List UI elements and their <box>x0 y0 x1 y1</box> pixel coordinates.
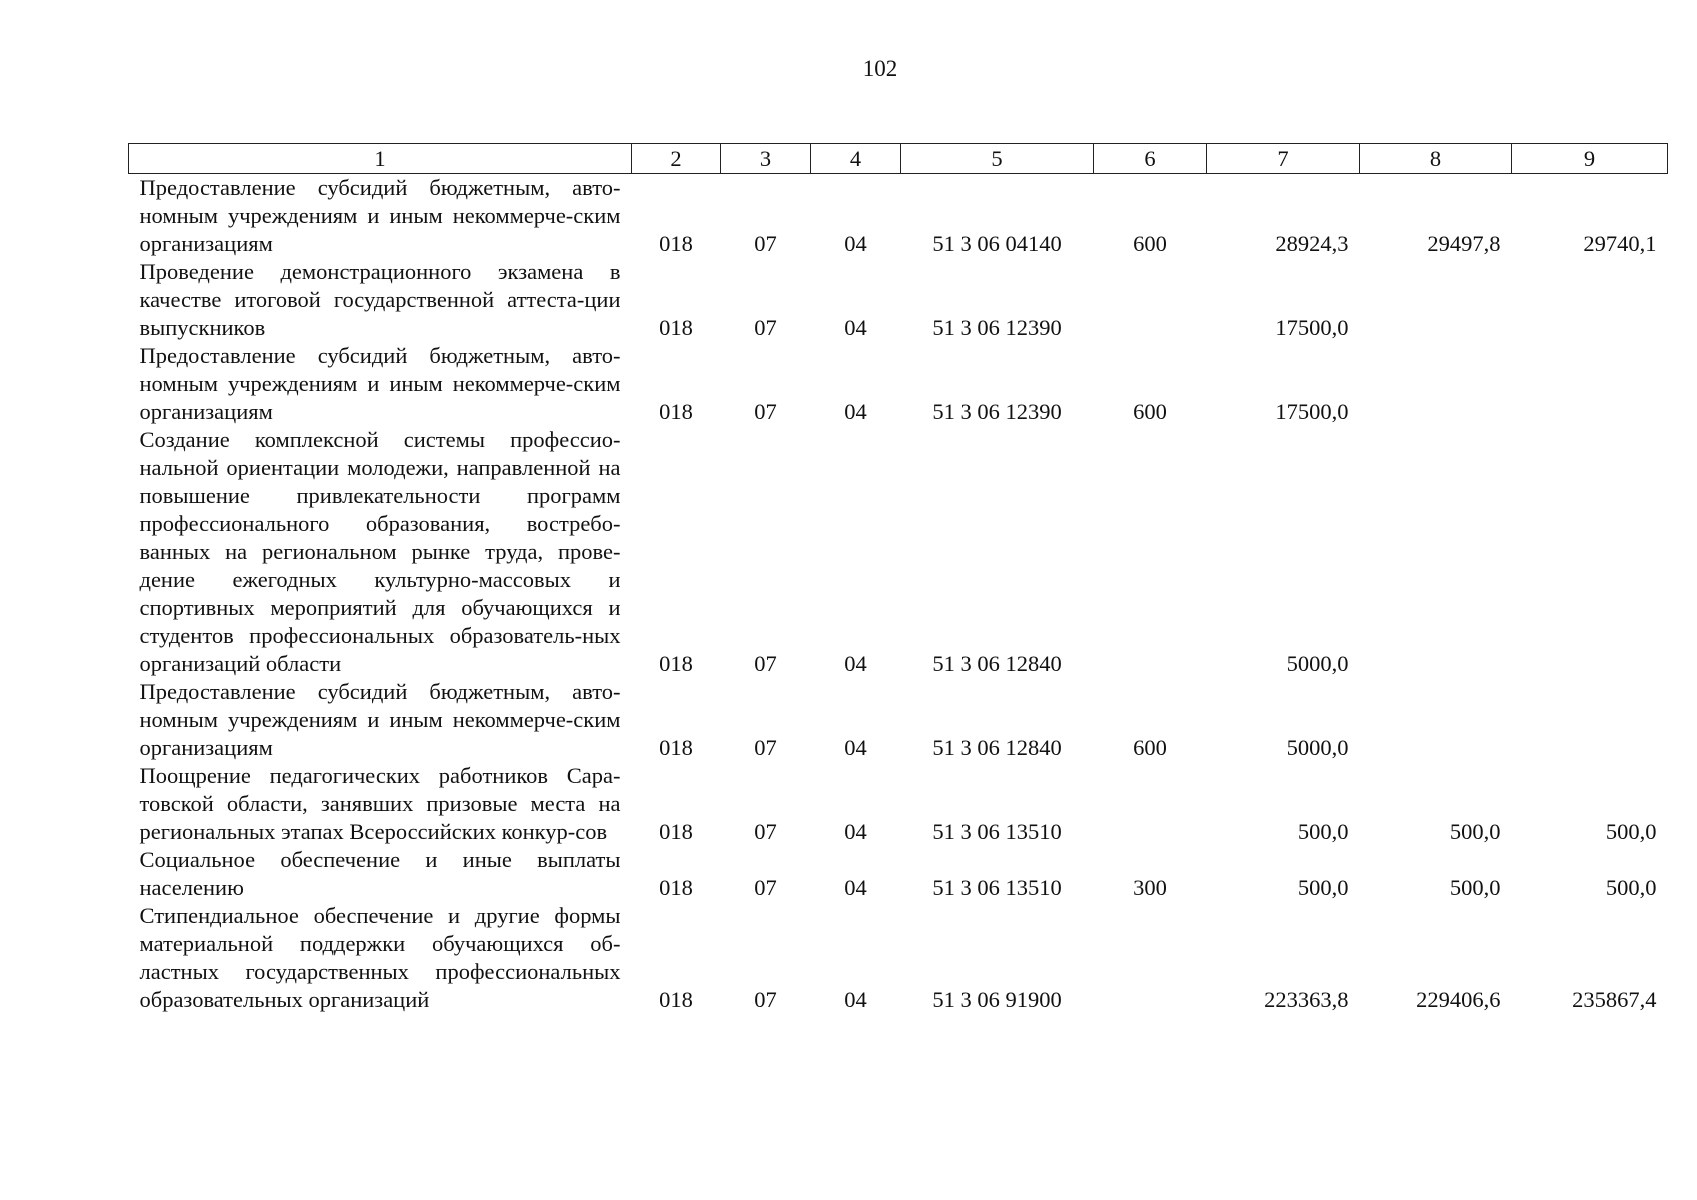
header-cell-7: 7 <box>1207 144 1360 174</box>
header-cell-1: 1 <box>129 144 632 174</box>
header-cell-6: 6 <box>1094 144 1207 174</box>
row-amount-col7: 17500,0 <box>1275 399 1349 424</box>
row-amount-col8: 29497,8 <box>1427 231 1501 256</box>
row-expense-type <box>1094 762 1207 846</box>
row-amount-col9: 500,0 <box>1605 875 1657 900</box>
table-row <box>129 426 1668 678</box>
row-description: Предоставление субсидий бюджетным, авто-номным учреждениям и иным некоммерче-ским организациям <box>139 175 621 256</box>
row-subsection-code: 04 <box>844 735 867 760</box>
row-amount-col9 <box>1512 258 1668 342</box>
row-description: Социальное обеспечение и иные выплаты населению <box>139 847 621 900</box>
row-amount-col9: 500,0 <box>1605 819 1657 844</box>
row-amount-col8: 229406,6 <box>1416 987 1501 1012</box>
row-amount-col7: 500,0 <box>1297 819 1349 844</box>
table-row <box>129 902 1668 1014</box>
row-section-code: 07 <box>754 987 777 1012</box>
table-row <box>129 762 1668 846</box>
row-expense-type <box>1094 902 1207 1014</box>
row-amount-col9 <box>1512 426 1668 678</box>
table-body <box>129 174 1668 1015</box>
row-amount-col7: 17500,0 <box>1275 315 1349 340</box>
row-section-code: 07 <box>754 735 777 760</box>
header-cell-5: 5 <box>901 144 1094 174</box>
budget-table <box>128 143 1668 1014</box>
row-subsection-code: 04 <box>844 819 867 844</box>
row-target-code: 51 3 06 12390 <box>932 399 1062 424</box>
table-row <box>129 174 1668 259</box>
header-cell-8: 8 <box>1360 144 1512 174</box>
row-expense-type <box>1094 258 1207 342</box>
row-amount-col9: 235867,4 <box>1572 987 1657 1012</box>
row-description: Проведение демонстрационного экзамена в качестве итоговой государственной аттеста-ции выпускников <box>139 259 621 340</box>
row-expense-type: 300 <box>1133 875 1167 900</box>
row-subsection-code: 04 <box>844 399 867 424</box>
row-subsection-code: 04 <box>844 231 867 256</box>
row-subsection-code: 04 <box>844 651 867 676</box>
row-subsection-code: 04 <box>844 315 867 340</box>
row-description: Предоставление субсидий бюджетным, авто-номным учреждениям и иным некоммерче-ским организациям <box>139 679 621 760</box>
row-subsection-code: 04 <box>844 875 867 900</box>
row-amount-col8 <box>1360 426 1512 678</box>
row-description: Создание комплексной системы профессио-нальной ориентации молодежи, направленной на повышение привлекательности программ профессионального образования, востребо-ванных на региональном рынке труда, прове-дение ежегодных культурно-массовых и спортивных мероприятий для обучающихся и студентов профессиональных образователь-ных организаций области <box>139 427 621 676</box>
row-amount-col7: 28924,3 <box>1275 231 1349 256</box>
table-row <box>129 846 1668 902</box>
row-description: Предоставление субсидий бюджетным, авто-номным учреждениям и иным некоммерче-ским организациям <box>139 343 621 424</box>
page-number: 102 <box>862 56 898 81</box>
header-cell-2: 2 <box>632 144 721 174</box>
table-row <box>129 258 1668 342</box>
row-grbs-code: 018 <box>659 231 693 256</box>
row-grbs-code: 018 <box>659 735 693 760</box>
table-row <box>129 678 1668 762</box>
row-grbs-code: 018 <box>659 875 693 900</box>
row-amount-col7: 5000,0 <box>1286 735 1349 760</box>
row-description: Поощрение педагогических работников Сара-товской области, занявших призовые места на региональных этапах Всероссийских конкур-сов <box>139 763 621 844</box>
row-section-code: 07 <box>754 399 777 424</box>
row-target-code: 51 3 06 04140 <box>932 231 1062 256</box>
row-expense-type <box>1094 426 1207 678</box>
row-section-code: 07 <box>754 315 777 340</box>
row-expense-type: 600 <box>1133 735 1167 760</box>
row-subsection-code: 04 <box>844 987 867 1012</box>
row-amount-col8 <box>1360 678 1512 762</box>
row-amount-col8: 500,0 <box>1449 875 1501 900</box>
row-amount-col7: 500,0 <box>1297 875 1349 900</box>
table-row <box>129 342 1668 426</box>
row-target-code: 51 3 06 12840 <box>932 735 1062 760</box>
row-target-code: 51 3 06 12840 <box>932 651 1062 676</box>
row-amount-col7: 5000,0 <box>1286 651 1349 676</box>
header-cell-3: 3 <box>721 144 811 174</box>
header-cell-4: 4 <box>811 144 901 174</box>
row-target-code: 51 3 06 13510 <box>932 819 1062 844</box>
row-grbs-code: 018 <box>659 315 693 340</box>
table-header <box>129 144 1668 174</box>
header-row <box>129 144 1668 174</box>
row-amount-col9: 29740,1 <box>1583 231 1657 256</box>
row-amount-col8 <box>1360 258 1512 342</box>
row-expense-type: 600 <box>1133 399 1167 424</box>
row-section-code: 07 <box>754 651 777 676</box>
row-grbs-code: 018 <box>659 399 693 424</box>
row-description: Стипендиальное обеспечение и другие формы материальной поддержки обучающихся об-ластных государственных профессиональных образовательных организаций <box>139 903 621 1012</box>
row-amount-col9 <box>1512 678 1668 762</box>
row-section-code: 07 <box>754 875 777 900</box>
row-section-code: 07 <box>754 231 777 256</box>
row-target-code: 51 3 06 91900 <box>932 987 1062 1012</box>
row-amount-col9 <box>1512 342 1668 426</box>
row-section-code: 07 <box>754 819 777 844</box>
row-grbs-code: 018 <box>659 987 693 1012</box>
row-target-code: 51 3 06 13510 <box>932 875 1062 900</box>
row-amount-col7: 223363,8 <box>1264 987 1349 1012</box>
row-amount-col8: 500,0 <box>1449 819 1501 844</box>
row-amount-col8 <box>1360 342 1512 426</box>
row-grbs-code: 018 <box>659 651 693 676</box>
row-target-code: 51 3 06 12390 <box>932 315 1062 340</box>
row-grbs-code: 018 <box>659 819 693 844</box>
header-cell-9: 9 <box>1512 144 1668 174</box>
row-expense-type: 600 <box>1133 231 1167 256</box>
